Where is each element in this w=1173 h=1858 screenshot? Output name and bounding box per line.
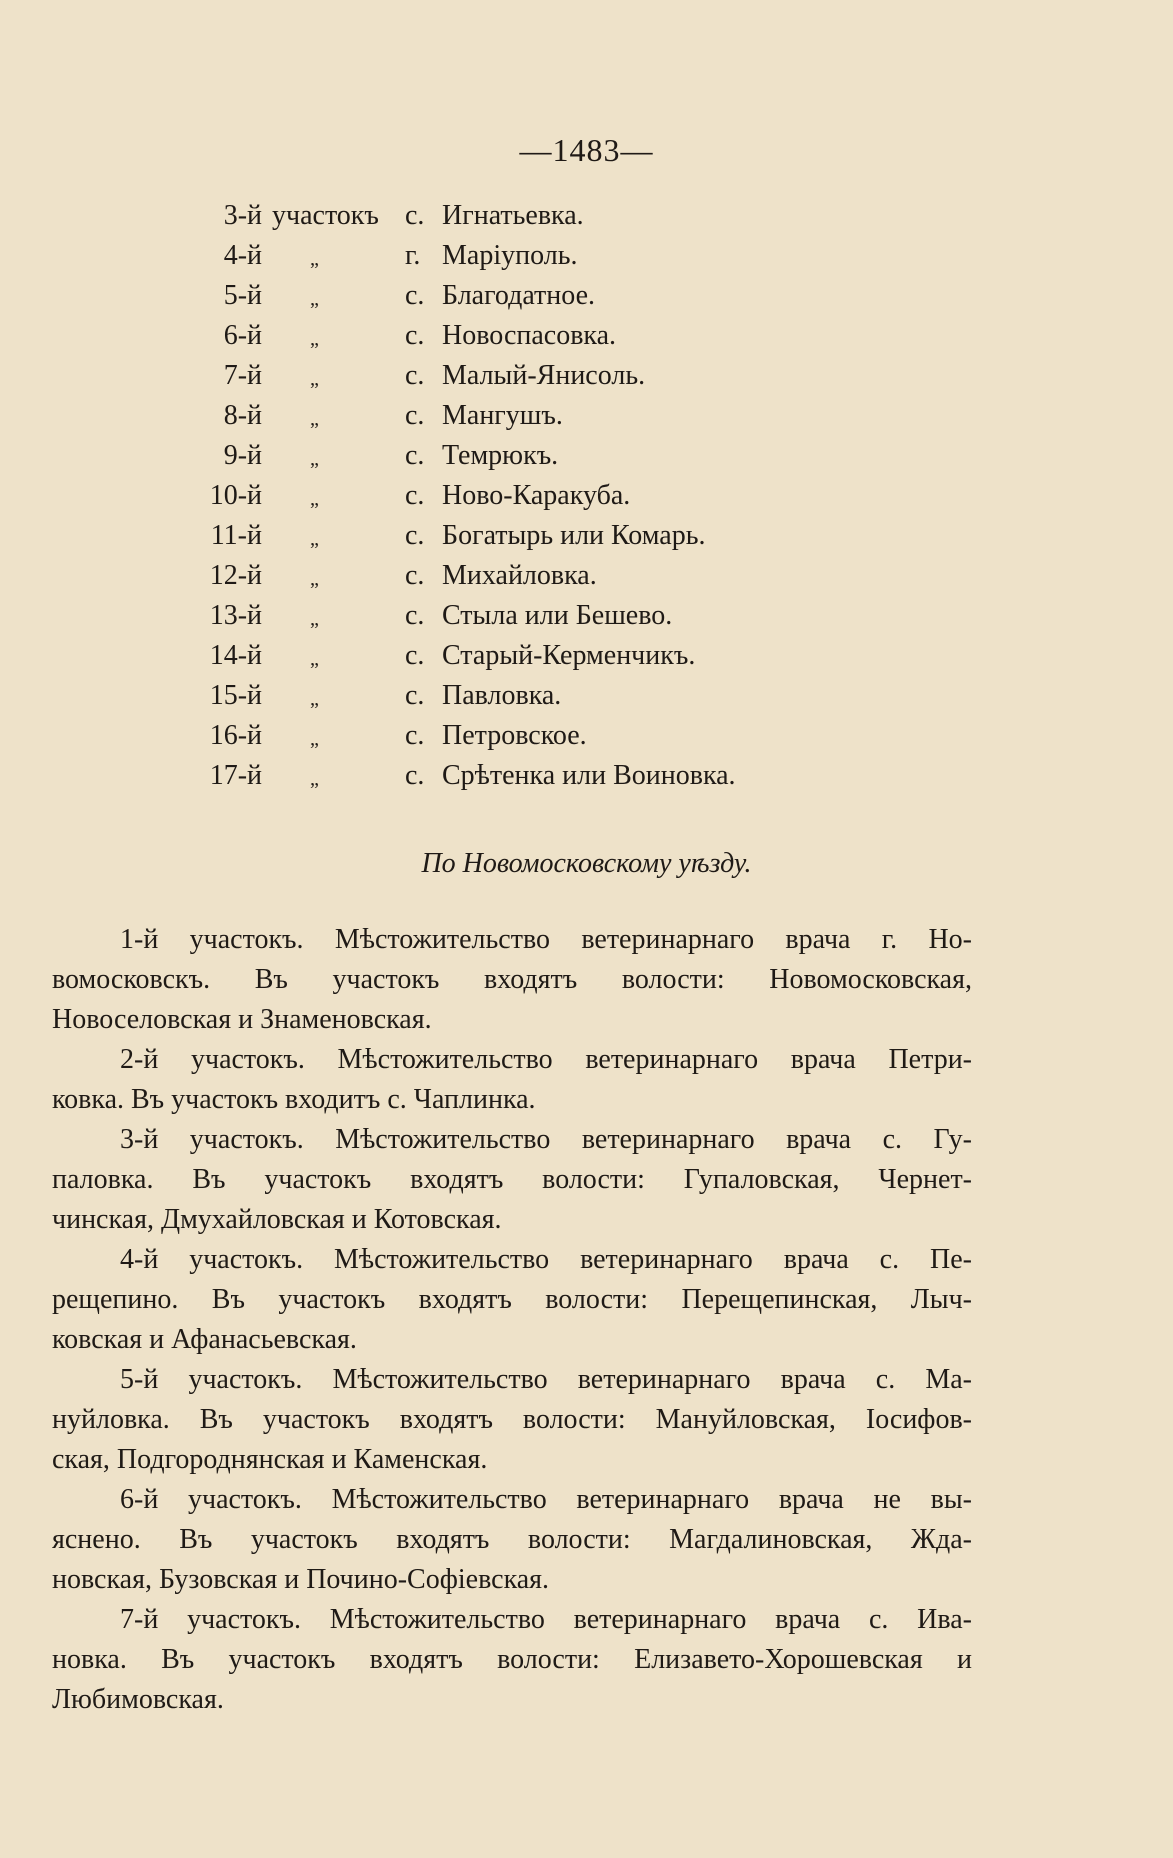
- settlement-name: Маріуполь.: [442, 240, 578, 271]
- text-line: 7-й участокъ. Мѣстожительство ветеринарнаго врача с. Ива-: [120, 1604, 972, 1635]
- ditto-mark: „: [310, 368, 319, 390]
- district-number: 8-й: [223, 400, 262, 431]
- settlement-prefix: с.: [405, 200, 425, 231]
- settlement-name: Игнатьевка.: [442, 200, 584, 231]
- settlement-name: Ново-Каракуба.: [442, 480, 631, 511]
- text-line: 3-й участокъ. Мѣстожительство ветеринарнаго врача с. Гу-: [120, 1124, 972, 1155]
- settlement-prefix: с.: [405, 280, 425, 311]
- district-number: 14-й: [209, 640, 262, 671]
- text-line: 1-й участокъ. Мѣстожительство ветеринарнаго врача г. Но-: [120, 924, 972, 955]
- district-number: 13-й: [209, 600, 262, 631]
- text-line: чинская, Дмухайловская и Котовская.: [52, 1204, 502, 1235]
- text-line: новка. Въ участокъ входятъ волости: Елизавето-Хорошевская и: [52, 1644, 972, 1675]
- settlement-name: Благодатное.: [442, 280, 596, 311]
- district-number: 17-й: [209, 760, 262, 791]
- text-line: 2-й участокъ. Мѣстожительство ветеринарнаго врача Петри-: [120, 1044, 972, 1075]
- paragraphs: [52, 920, 972, 1720]
- district-row: [0, 520, 1173, 560]
- district-number: 9-й: [223, 440, 262, 471]
- ditto-mark: „: [310, 568, 319, 590]
- ditto-mark: „: [310, 248, 319, 270]
- settlement-prefix: с.: [405, 360, 425, 391]
- paragraph: [52, 1040, 972, 1120]
- district-word: участокъ: [272, 200, 379, 231]
- section-heading: По Новомосковскому уѣзду.: [421, 848, 752, 879]
- district-row: [0, 280, 1173, 320]
- ditto-mark: „: [310, 648, 319, 670]
- settlement-name: Петровское.: [442, 720, 587, 751]
- settlement-prefix: с.: [405, 640, 425, 671]
- settlement-prefix: с.: [405, 600, 425, 631]
- text-line: 5-й участокъ. Мѣстожительство ветеринарнаго врача с. Ма-: [120, 1364, 972, 1395]
- settlement-name: Павловка.: [442, 680, 562, 711]
- settlement-name: Срѣтенка или Воиновка.: [442, 760, 736, 791]
- settlement-name: Старый-Керменчикъ.: [442, 640, 696, 671]
- district-row: [0, 480, 1173, 520]
- district-row: [0, 560, 1173, 600]
- settlement-prefix: с.: [405, 680, 425, 711]
- ditto-mark: „: [310, 488, 319, 510]
- paragraph: [52, 1480, 972, 1600]
- district-number: 11-й: [210, 520, 262, 551]
- district-number: 15-й: [209, 680, 262, 711]
- ditto-mark: „: [310, 608, 319, 630]
- district-row: [0, 600, 1173, 640]
- settlement-name: Михайловка.: [442, 560, 597, 591]
- settlement-prefix: с.: [405, 560, 425, 591]
- settlement-name: Богатырь или Комарь.: [442, 520, 706, 551]
- text-line: нуйловка. Въ участокъ входятъ волости: Мануйловская, Іосифов-: [52, 1404, 972, 1435]
- district-number: 10-й: [209, 480, 262, 511]
- settlement-name: Темрюкъ.: [442, 440, 559, 471]
- district-row: [0, 400, 1173, 440]
- ditto-mark: „: [310, 448, 319, 470]
- district-row: [0, 440, 1173, 480]
- settlement-name: Новоспасовка.: [442, 320, 617, 351]
- district-number: 4-й: [223, 240, 262, 271]
- text-line: новская, Бузовская и Почино-Софіевская.: [52, 1564, 550, 1595]
- district-row: [0, 320, 1173, 360]
- district-number: 12-й: [209, 560, 262, 591]
- text-line: 6-й участокъ. Мѣстожительство ветеринарнаго врача не вы-: [120, 1484, 972, 1515]
- text-line: ская, Подгороднянская и Каменская.: [52, 1444, 488, 1475]
- text-line: рещепино. Въ участокъ входятъ волости: Перещепинская, Лыч-: [52, 1284, 972, 1315]
- ditto-mark: „: [310, 688, 319, 710]
- settlement-prefix: с.: [405, 400, 425, 431]
- district-number: 16-й: [209, 720, 262, 751]
- ditto-mark: „: [310, 528, 319, 550]
- paragraph: [52, 920, 972, 1040]
- settlement-prefix: с.: [405, 760, 425, 791]
- paragraph: [52, 1600, 972, 1720]
- page-number: —1483—: [519, 132, 654, 168]
- district-number: 3-й: [223, 200, 262, 231]
- district-row: [0, 680, 1173, 720]
- district-number: 5-й: [223, 280, 262, 311]
- settlement-prefix: с.: [405, 320, 425, 351]
- text-line: Новоселовская и Знаменовская.: [52, 1004, 432, 1035]
- district-row: [0, 760, 1173, 800]
- district-row: [0, 200, 1173, 240]
- settlement-prefix: с.: [405, 520, 425, 551]
- paragraph: [52, 1120, 972, 1240]
- district-row: [0, 640, 1173, 680]
- settlement-prefix: г.: [405, 240, 421, 271]
- ditto-mark: „: [310, 768, 319, 790]
- district-number: 6-й: [223, 320, 262, 351]
- text-line: яснено. Въ участокъ входятъ волости: Магдалиновская, Жда-: [52, 1524, 972, 1555]
- district-row: [0, 360, 1173, 400]
- settlement-prefix: с.: [405, 440, 425, 471]
- ditto-mark: „: [310, 328, 319, 350]
- settlement-prefix: с.: [405, 720, 425, 751]
- text-line: ковская и Афанасьевская.: [52, 1324, 357, 1355]
- ditto-mark: „: [310, 288, 319, 310]
- text-line: 4-й участокъ. Мѣстожительство ветеринарнаго врача с. Пе-: [120, 1244, 972, 1275]
- ditto-mark: „: [310, 728, 319, 750]
- text-line: ковка. Въ участокъ входитъ с. Чаплинка.: [52, 1084, 536, 1115]
- settlement-name: Малый-Янисоль.: [442, 360, 646, 391]
- settlement-prefix: с.: [405, 480, 425, 511]
- paragraph: [52, 1240, 972, 1360]
- text-line: паловка. Въ участокъ входятъ волости: Гупаловская, Чернет-: [52, 1164, 972, 1195]
- district-row: [0, 240, 1173, 280]
- text-line: Любимовская.: [52, 1684, 224, 1715]
- settlement-name: Мангушъ.: [442, 400, 563, 431]
- district-number: 7-й: [223, 360, 262, 391]
- ditto-mark: „: [310, 408, 319, 430]
- district-row: [0, 720, 1173, 760]
- text-line: вомосковскъ. Въ участокъ входятъ волости: Новомосковская,: [52, 964, 972, 995]
- settlement-name: Стыла или Бешево.: [442, 600, 673, 631]
- paragraph: [52, 1360, 972, 1480]
